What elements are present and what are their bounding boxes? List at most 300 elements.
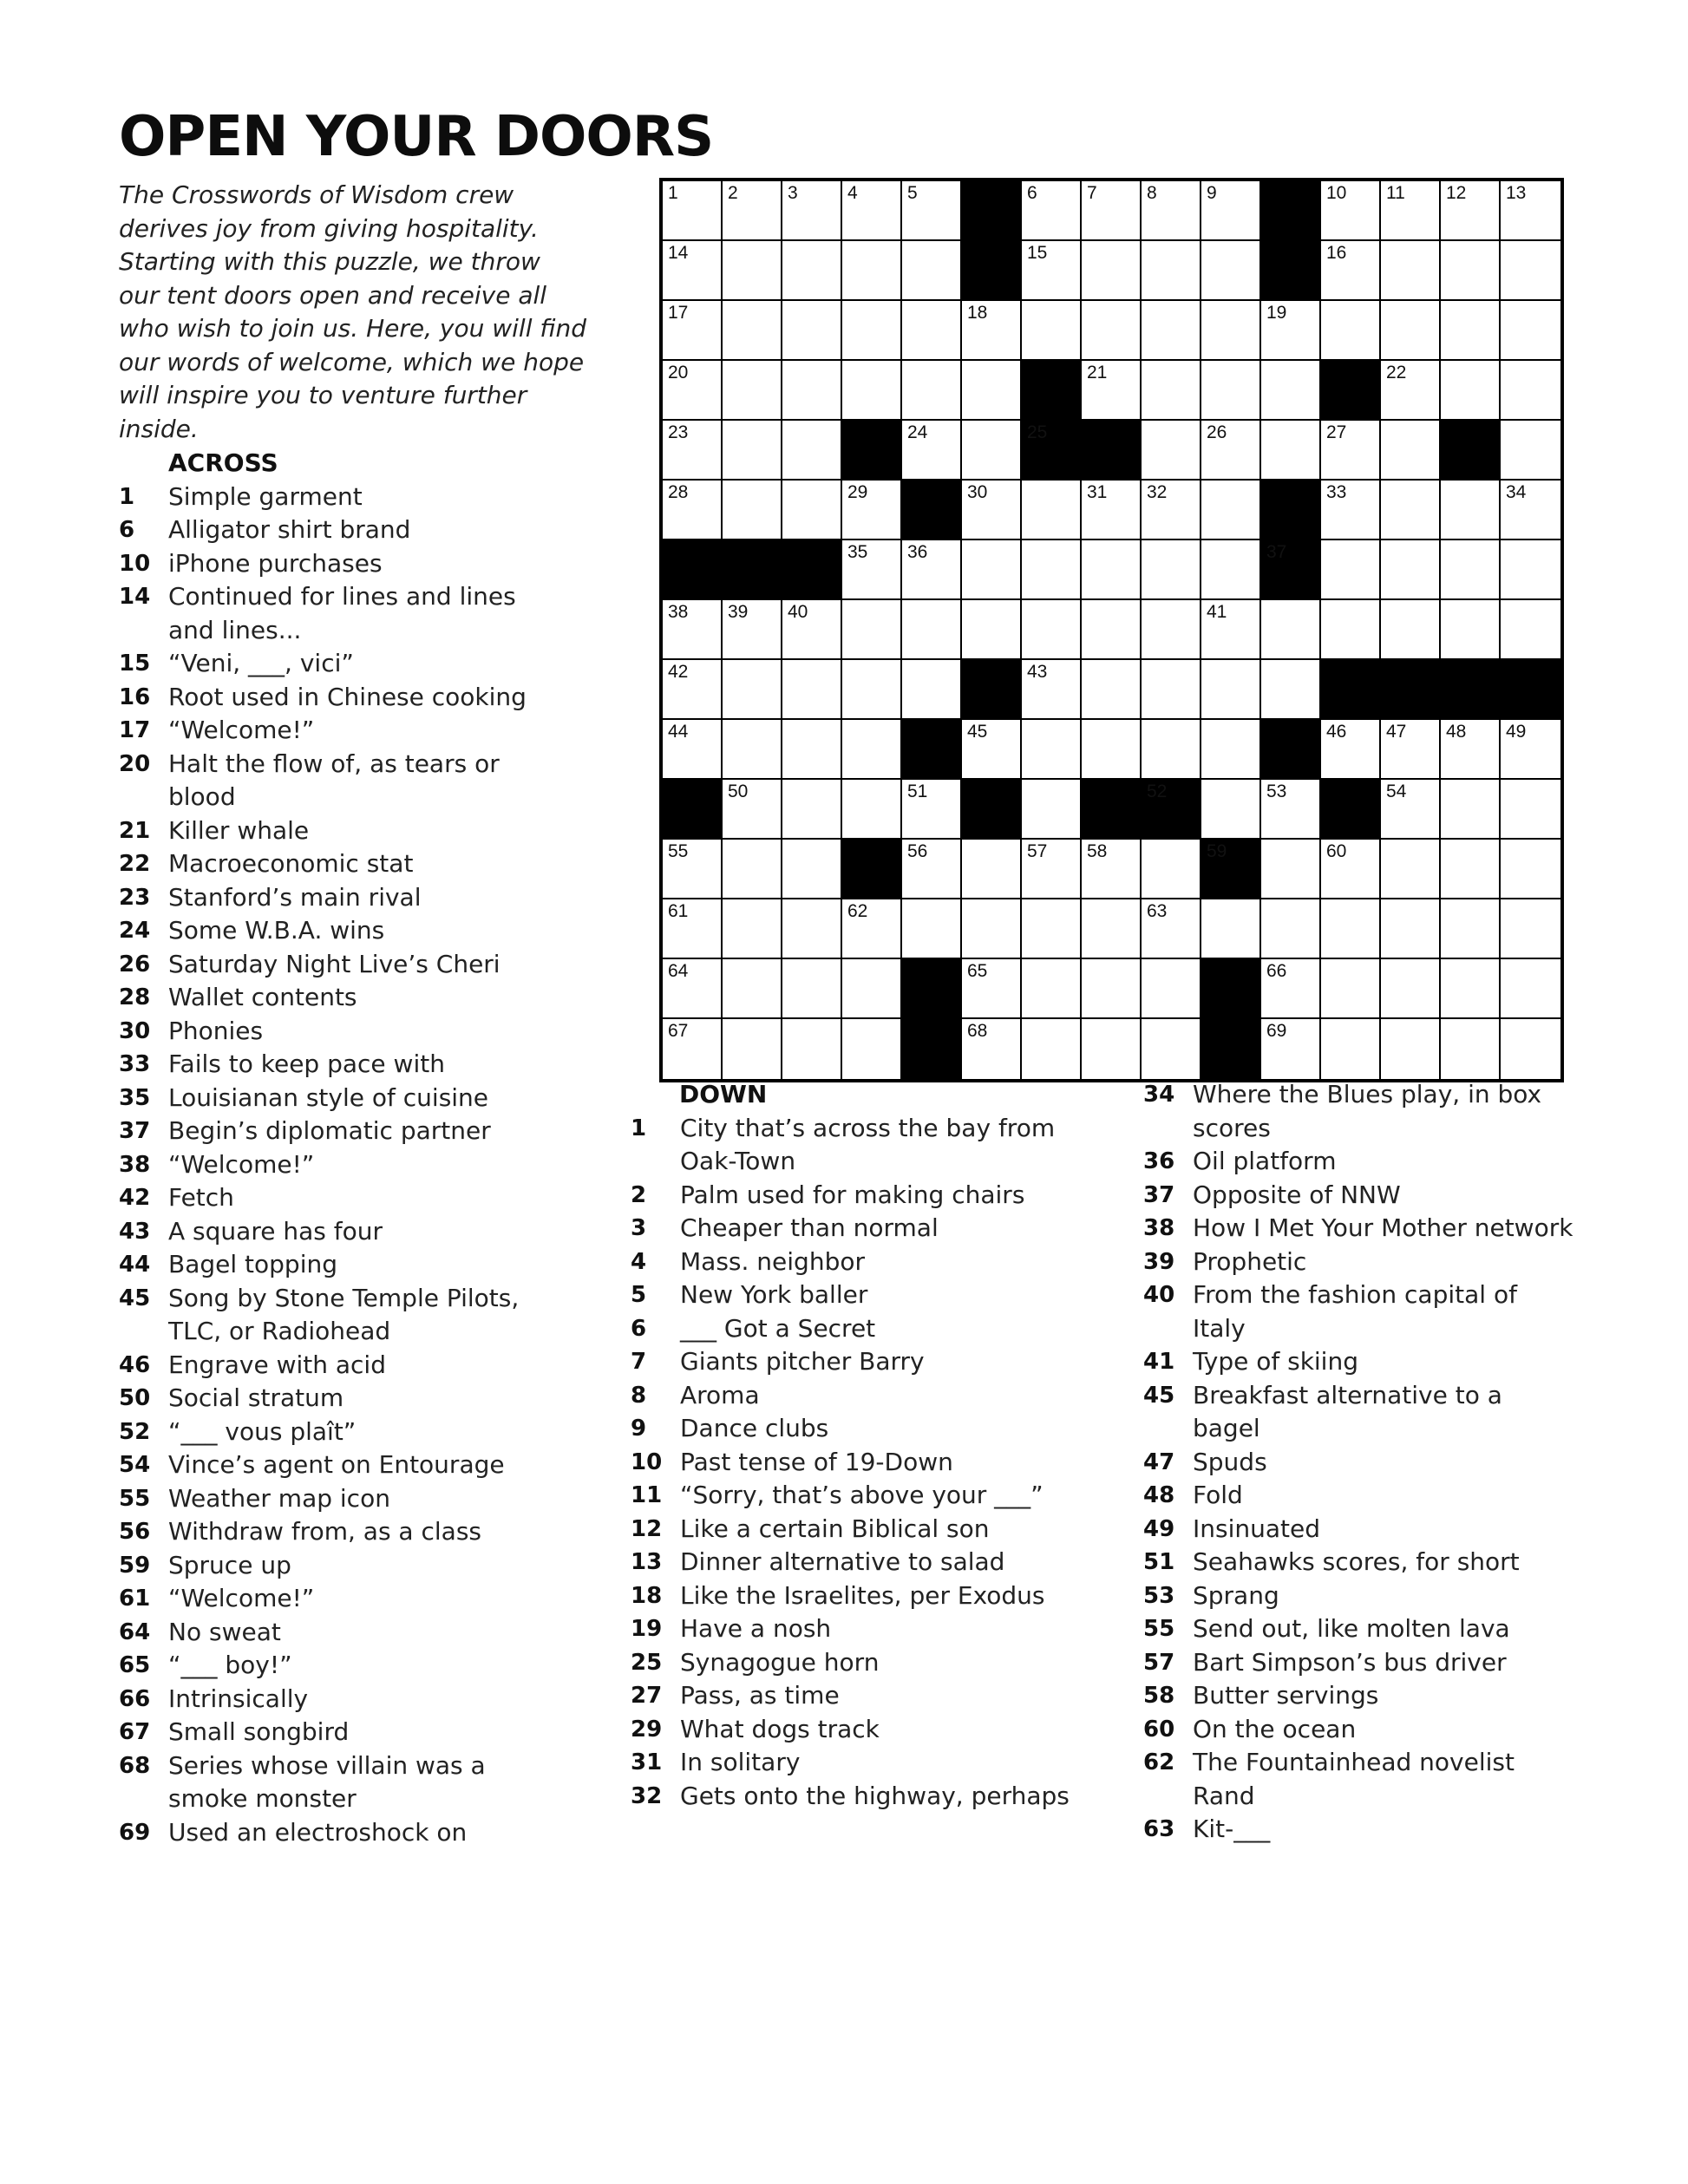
- cell-number: 15: [1027, 243, 1048, 263]
- grid-cell[interactable]: [723, 421, 782, 481]
- grid-cell[interactable]: [1261, 1019, 1321, 1079]
- down-clue: [631, 1780, 1082, 1814]
- grid-cell[interactable]: [842, 660, 902, 720]
- grid-cell[interactable]: [1381, 1019, 1441, 1079]
- down-clue: [631, 1612, 1082, 1646]
- clue-text: Cheaper than normal: [680, 1213, 939, 1242]
- cell-number: 21: [1087, 363, 1108, 383]
- grid-cell[interactable]: [1321, 959, 1381, 1019]
- grid-cell[interactable]: [1142, 959, 1201, 1019]
- cell-number: 34: [1506, 482, 1527, 502]
- clue-number: 39: [1143, 1248, 1175, 1275]
- down-clue: [631, 1446, 1082, 1480]
- clue-number: 24: [119, 918, 151, 944]
- clue-number: 48: [1143, 1482, 1175, 1508]
- black-square: [1022, 421, 1082, 481]
- grid-cell[interactable]: [1022, 241, 1082, 301]
- grid-cell[interactable]: [1321, 481, 1381, 540]
- grid-cell[interactable]: [962, 600, 1022, 660]
- across-heading: ACROSS: [168, 448, 278, 477]
- clue-text: “Sorry, that’s above your ___”: [680, 1481, 1044, 1509]
- grid-cell[interactable]: [902, 361, 962, 421]
- black-square: [1261, 241, 1321, 301]
- cell-number: 1: [668, 183, 678, 203]
- grid-cell[interactable]: [842, 481, 902, 540]
- grid-cell[interactable]: [1261, 600, 1321, 660]
- black-square: [1261, 720, 1321, 780]
- grid-cell[interactable]: [1381, 899, 1441, 959]
- grid-cell[interactable]: [902, 780, 962, 840]
- grid-cell[interactable]: [723, 840, 782, 899]
- grid-cell[interactable]: [1381, 241, 1441, 301]
- grid-cell[interactable]: [1022, 301, 1082, 361]
- grid-cell[interactable]: [723, 780, 782, 840]
- grid-cell[interactable]: [1441, 720, 1501, 780]
- grid-cell[interactable]: [663, 720, 723, 780]
- grid-cell[interactable]: [1022, 481, 1082, 540]
- grid-cell[interactable]: [1082, 241, 1142, 301]
- grid-cell[interactable]: [842, 959, 902, 1019]
- grid-cell[interactable]: [1501, 540, 1560, 600]
- cell-number: 23: [668, 422, 689, 442]
- clue-number: 54: [119, 1452, 151, 1478]
- grid-cell[interactable]: [1441, 959, 1501, 1019]
- down-clue: [1143, 1746, 1577, 1813]
- grid-cell[interactable]: [1082, 361, 1142, 421]
- grid-cell[interactable]: [1381, 600, 1441, 660]
- grid-cell[interactable]: [1082, 481, 1142, 540]
- grid-cell[interactable]: [663, 840, 723, 899]
- black-square: [1261, 181, 1321, 241]
- grid-cell[interactable]: [1501, 780, 1560, 840]
- grid-cell[interactable]: [1261, 301, 1321, 361]
- across-clue: [119, 814, 527, 848]
- grid-cell[interactable]: [663, 1019, 723, 1079]
- grid-cell[interactable]: [663, 899, 723, 959]
- down-clue: [631, 1713, 1082, 1747]
- grid-cell[interactable]: [1441, 600, 1501, 660]
- grid-cell[interactable]: [663, 959, 723, 1019]
- grid-cell[interactable]: [1142, 600, 1201, 660]
- clue-number: 52: [119, 1418, 151, 1445]
- grid-cell[interactable]: [1321, 421, 1381, 481]
- grid-cell[interactable]: [663, 361, 723, 421]
- across-clue: [119, 714, 527, 748]
- cell-number: 39: [728, 602, 749, 622]
- grid-cell[interactable]: [782, 421, 842, 481]
- grid-cell[interactable]: [902, 181, 962, 241]
- grid-cell[interactable]: [842, 540, 902, 600]
- black-square: [962, 660, 1022, 720]
- down-clue: [631, 1579, 1082, 1613]
- clue-text: From the fashion capital of Italy: [1193, 1280, 1517, 1343]
- grid-cell[interactable]: [962, 301, 1022, 361]
- cell-number: 3: [788, 183, 798, 203]
- grid-cell[interactable]: [1022, 181, 1082, 241]
- grid-cell[interactable]: [1142, 840, 1201, 899]
- grid-cell[interactable]: [1261, 780, 1321, 840]
- grid-cell[interactable]: [1381, 181, 1441, 241]
- grid-cell[interactable]: [782, 481, 842, 540]
- across-clue: [119, 1416, 527, 1449]
- grid-cell[interactable]: [1501, 840, 1560, 899]
- grid-cell[interactable]: [1142, 421, 1201, 481]
- grid-cell[interactable]: [723, 181, 782, 241]
- grid-cell[interactable]: [1501, 421, 1560, 481]
- grid-cell[interactable]: [842, 1019, 902, 1079]
- grid-cell[interactable]: [1441, 361, 1501, 421]
- clue-text: Type of skiing: [1193, 1347, 1358, 1376]
- grid-cell[interactable]: [1022, 660, 1082, 720]
- grid-cell[interactable]: [1441, 301, 1501, 361]
- grid-cell[interactable]: [902, 899, 962, 959]
- grid-cell[interactable]: [1082, 600, 1142, 660]
- grid-cell[interactable]: [723, 241, 782, 301]
- grid-cell[interactable]: [1201, 181, 1261, 241]
- grid-cell[interactable]: [962, 840, 1022, 899]
- grid-cell[interactable]: [1501, 720, 1560, 780]
- grid-cell[interactable]: [1201, 421, 1261, 481]
- grid-cell[interactable]: [1022, 600, 1082, 660]
- grid-cell[interactable]: [1261, 840, 1321, 899]
- clue-text: Begin’s diplomatic partner: [168, 1116, 491, 1145]
- grid-cell[interactable]: [1321, 600, 1381, 660]
- down-clue: [631, 1179, 1082, 1213]
- grid-cell[interactable]: [782, 241, 842, 301]
- grid-cell[interactable]: [1142, 1019, 1201, 1079]
- grid-cell[interactable]: [1142, 481, 1201, 540]
- black-square: [1142, 780, 1201, 840]
- grid-cell[interactable]: [1142, 241, 1201, 301]
- across-clue: [119, 647, 527, 681]
- clue-number: 12: [631, 1515, 663, 1542]
- grid-cell[interactable]: [962, 1019, 1022, 1079]
- clue-text: Fetch: [168, 1183, 234, 1212]
- cell-number: 66: [1266, 961, 1287, 981]
- grid-cell[interactable]: [1501, 181, 1560, 241]
- clue-number: 14: [119, 584, 151, 610]
- grid-cell[interactable]: [962, 481, 1022, 540]
- grid-cell[interactable]: [962, 361, 1022, 421]
- grid-cell[interactable]: [723, 1019, 782, 1079]
- grid-cell[interactable]: [723, 600, 782, 660]
- grid-cell[interactable]: [782, 600, 842, 660]
- clue-number: 7: [631, 1349, 647, 1375]
- clue-number: 65: [119, 1652, 151, 1678]
- grid-cell[interactable]: [1501, 241, 1560, 301]
- grid-cell[interactable]: [1381, 720, 1441, 780]
- grid-cell[interactable]: [962, 421, 1022, 481]
- grid-cell[interactable]: [842, 899, 902, 959]
- grid-cell[interactable]: [1142, 540, 1201, 600]
- grid-cell[interactable]: [1142, 899, 1201, 959]
- clue-number: 36: [1143, 1148, 1175, 1174]
- grid-cell[interactable]: [1441, 540, 1501, 600]
- grid-cell[interactable]: [1501, 899, 1560, 959]
- grid-cell[interactable]: [1381, 959, 1441, 1019]
- clue-text: New York baller: [680, 1280, 868, 1309]
- grid-cell[interactable]: [1441, 899, 1501, 959]
- clue-text: Small songbird: [168, 1717, 350, 1746]
- down-clue: [631, 1546, 1082, 1579]
- grid-cell[interactable]: [723, 720, 782, 780]
- grid-cell[interactable]: [842, 720, 902, 780]
- grid-cell[interactable]: [1082, 720, 1142, 780]
- grid-cell[interactable]: [1501, 361, 1560, 421]
- grid-cell[interactable]: [1082, 840, 1142, 899]
- clue-number: 28: [119, 984, 151, 1010]
- grid-cell[interactable]: [1381, 481, 1441, 540]
- cell-number: 32: [1147, 482, 1168, 502]
- grid-cell[interactable]: [782, 899, 842, 959]
- clue-number: 19: [631, 1616, 663, 1642]
- grid-cell[interactable]: [1441, 481, 1501, 540]
- clue-number: 64: [119, 1618, 151, 1645]
- clue-text: Giants pitcher Barry: [680, 1347, 925, 1376]
- clue-text: “Veni, ___, vici”: [168, 649, 354, 677]
- cell-number: 12: [1446, 183, 1467, 203]
- grid-cell[interactable]: [1082, 181, 1142, 241]
- clue-number: 49: [1143, 1515, 1175, 1542]
- grid-cell[interactable]: [842, 361, 902, 421]
- grid-cell[interactable]: [842, 600, 902, 660]
- down-clue: [1143, 1345, 1577, 1379]
- grid-cell[interactable]: [902, 600, 962, 660]
- down-clue: [631, 1379, 1082, 1413]
- grid-cell[interactable]: [1022, 540, 1082, 600]
- grid-cell[interactable]: [842, 241, 902, 301]
- grid-cell[interactable]: [663, 481, 723, 540]
- cell-number: 20: [668, 363, 689, 383]
- grid-cell[interactable]: [1201, 780, 1261, 840]
- grid-cell[interactable]: [1201, 241, 1261, 301]
- grid-cell[interactable]: [1261, 361, 1321, 421]
- clue-number: 15: [119, 651, 151, 677]
- grid-cell[interactable]: [1201, 600, 1261, 660]
- grid-cell[interactable]: [1321, 540, 1381, 600]
- across-clue: [119, 1382, 527, 1416]
- grid-cell[interactable]: [1441, 780, 1501, 840]
- clue-text: Send out, like molten lava: [1193, 1614, 1510, 1643]
- grid-cell[interactable]: [1441, 241, 1501, 301]
- cell-number: 33: [1326, 482, 1347, 502]
- across-clue: [119, 1549, 527, 1583]
- grid-cell[interactable]: [1201, 540, 1261, 600]
- black-square: [782, 540, 842, 600]
- grid-cell[interactable]: [1321, 899, 1381, 959]
- clue-number: 42: [119, 1185, 151, 1211]
- grid-cell[interactable]: [1381, 540, 1441, 600]
- cell-number: 55: [668, 841, 689, 861]
- grid-cell[interactable]: [1142, 720, 1201, 780]
- grid-cell[interactable]: [1261, 899, 1321, 959]
- down-clue: [631, 1112, 1082, 1179]
- clue-number: 6: [119, 517, 135, 543]
- grid-cell[interactable]: [1441, 181, 1501, 241]
- grid-cell[interactable]: [723, 660, 782, 720]
- grid-cell[interactable]: [1022, 720, 1082, 780]
- across-clue: [119, 1248, 527, 1282]
- grid-cell[interactable]: [1501, 959, 1560, 1019]
- cell-number: 31: [1087, 482, 1108, 502]
- grid-cell[interactable]: [782, 361, 842, 421]
- clue-text: Vince’s agent on Entourage: [168, 1450, 505, 1479]
- grid-cell[interactable]: [1501, 1019, 1560, 1079]
- cell-number: 38: [668, 602, 689, 622]
- grid-cell[interactable]: [962, 540, 1022, 600]
- grid-cell[interactable]: [1441, 1019, 1501, 1079]
- grid-cell[interactable]: [782, 660, 842, 720]
- grid-cell[interactable]: [723, 959, 782, 1019]
- down-clue: [1143, 1145, 1577, 1179]
- grid-cell[interactable]: [1261, 959, 1321, 1019]
- clue-text: Fold: [1193, 1481, 1243, 1509]
- cell-number: 52: [1147, 781, 1168, 801]
- grid-cell[interactable]: [782, 959, 842, 1019]
- clue-number: 35: [119, 1084, 151, 1111]
- grid-cell[interactable]: [663, 301, 723, 361]
- grid-cell[interactable]: [902, 540, 962, 600]
- grid-cell[interactable]: [1201, 720, 1261, 780]
- grid-cell[interactable]: [663, 660, 723, 720]
- grid-cell[interactable]: [1142, 181, 1201, 241]
- grid-cell[interactable]: [1501, 600, 1560, 660]
- clue-number: 25: [631, 1649, 663, 1676]
- grid-cell[interactable]: [1201, 301, 1261, 361]
- cell-number: 44: [668, 722, 689, 742]
- grid-cell[interactable]: [782, 301, 842, 361]
- grid-cell[interactable]: [1321, 840, 1381, 899]
- grid-cell[interactable]: [902, 301, 962, 361]
- clue-number: 29: [631, 1716, 663, 1743]
- black-square: [902, 959, 962, 1019]
- grid-cell[interactable]: [1082, 1019, 1142, 1079]
- grid-cell[interactable]: [723, 361, 782, 421]
- clue-text: Intrinsically: [168, 1684, 309, 1713]
- grid-cell[interactable]: [902, 660, 962, 720]
- grid-cell[interactable]: [1321, 181, 1381, 241]
- grid-cell[interactable]: [1321, 301, 1381, 361]
- grid-cell[interactable]: [962, 899, 1022, 959]
- grid-cell[interactable]: [902, 241, 962, 301]
- grid-cell[interactable]: [1381, 301, 1441, 361]
- clue-number: 21: [119, 817, 151, 844]
- grid-cell[interactable]: [1082, 301, 1142, 361]
- grid-cell[interactable]: [902, 840, 962, 899]
- grid-cell[interactable]: [1022, 780, 1082, 840]
- clue-number: 58: [1143, 1683, 1175, 1709]
- cell-number: 68: [967, 1021, 988, 1041]
- grid-cell[interactable]: [1022, 959, 1082, 1019]
- clue-text: Opposite of NNW: [1193, 1180, 1401, 1209]
- grid-cell[interactable]: [1381, 780, 1441, 840]
- black-square: [1201, 1019, 1261, 1079]
- black-square: [1022, 361, 1082, 421]
- across-clue: [119, 1082, 527, 1115]
- across-clue: [119, 1616, 527, 1650]
- grid-cell[interactable]: [1201, 899, 1261, 959]
- grid-cell[interactable]: [1381, 361, 1441, 421]
- cell-number: 48: [1446, 722, 1467, 742]
- grid-cell[interactable]: [842, 780, 902, 840]
- grid-cell[interactable]: [1261, 421, 1321, 481]
- clue-number: 47: [1143, 1448, 1175, 1475]
- clue-number: 8: [631, 1382, 647, 1409]
- grid-cell[interactable]: [1321, 1019, 1381, 1079]
- grid-cell[interactable]: [962, 720, 1022, 780]
- grid-cell[interactable]: [782, 780, 842, 840]
- down-clue: [631, 1646, 1082, 1680]
- grid-cell[interactable]: [1142, 361, 1201, 421]
- grid-cell[interactable]: [1201, 660, 1261, 720]
- grid-cell[interactable]: [962, 959, 1022, 1019]
- cell-number: 43: [1027, 662, 1048, 682]
- grid-cell[interactable]: [663, 241, 723, 301]
- grid-cell[interactable]: [1501, 301, 1560, 361]
- grid-cell[interactable]: [1082, 899, 1142, 959]
- grid-cell[interactable]: [782, 720, 842, 780]
- clue-text: Dinner alternative to salad: [680, 1547, 1005, 1576]
- grid-cell[interactable]: [1381, 421, 1441, 481]
- grid-cell[interactable]: [663, 600, 723, 660]
- grid-cell[interactable]: [1022, 1019, 1082, 1079]
- grid-cell[interactable]: [1022, 899, 1082, 959]
- grid-cell[interactable]: [1142, 660, 1201, 720]
- cell-number: 28: [668, 482, 689, 502]
- black-square: [1321, 361, 1381, 421]
- grid-cell[interactable]: [1201, 361, 1261, 421]
- across-clue: [119, 1683, 527, 1716]
- grid-cell[interactable]: [782, 840, 842, 899]
- clue-number: 45: [1143, 1382, 1175, 1409]
- across-clue: [119, 1716, 527, 1749]
- clue-text: The Fountainhead novelist Rand: [1193, 1748, 1515, 1810]
- clue-text: “___ boy!”: [168, 1651, 292, 1679]
- grid-cell[interactable]: [1142, 301, 1201, 361]
- black-square: [1261, 540, 1321, 600]
- grid-cell[interactable]: [1082, 660, 1142, 720]
- grid-cell[interactable]: [842, 301, 902, 361]
- clue-text: Oil platform: [1193, 1147, 1337, 1175]
- grid-cell[interactable]: [1321, 241, 1381, 301]
- grid-cell[interactable]: [1201, 481, 1261, 540]
- grid-cell[interactable]: [663, 421, 723, 481]
- clue-text: Have a nosh: [680, 1614, 832, 1643]
- grid-cell[interactable]: [723, 301, 782, 361]
- grid-cell[interactable]: [1022, 840, 1082, 899]
- down-clue: [631, 1345, 1082, 1379]
- grid-cell[interactable]: [723, 899, 782, 959]
- clue-text: A square has four: [168, 1216, 383, 1246]
- cell-number: 4: [847, 183, 858, 203]
- grid-cell[interactable]: [842, 181, 902, 241]
- grid-cell[interactable]: [782, 1019, 842, 1079]
- grid-cell[interactable]: [1441, 840, 1501, 899]
- grid-cell[interactable]: [902, 421, 962, 481]
- grid-cell[interactable]: [1381, 840, 1441, 899]
- grid-cell[interactable]: [1261, 660, 1321, 720]
- clue-number: 5: [631, 1282, 647, 1308]
- grid-cell[interactable]: [1082, 959, 1142, 1019]
- down-clue: [1143, 1579, 1577, 1613]
- grid-cell[interactable]: [663, 181, 723, 241]
- grid-cell[interactable]: [1321, 720, 1381, 780]
- grid-cell[interactable]: [723, 481, 782, 540]
- grid-cell[interactable]: [782, 181, 842, 241]
- grid-cell[interactable]: [1082, 540, 1142, 600]
- grid-cell[interactable]: [1501, 481, 1560, 540]
- down-clue: [1143, 1679, 1577, 1713]
